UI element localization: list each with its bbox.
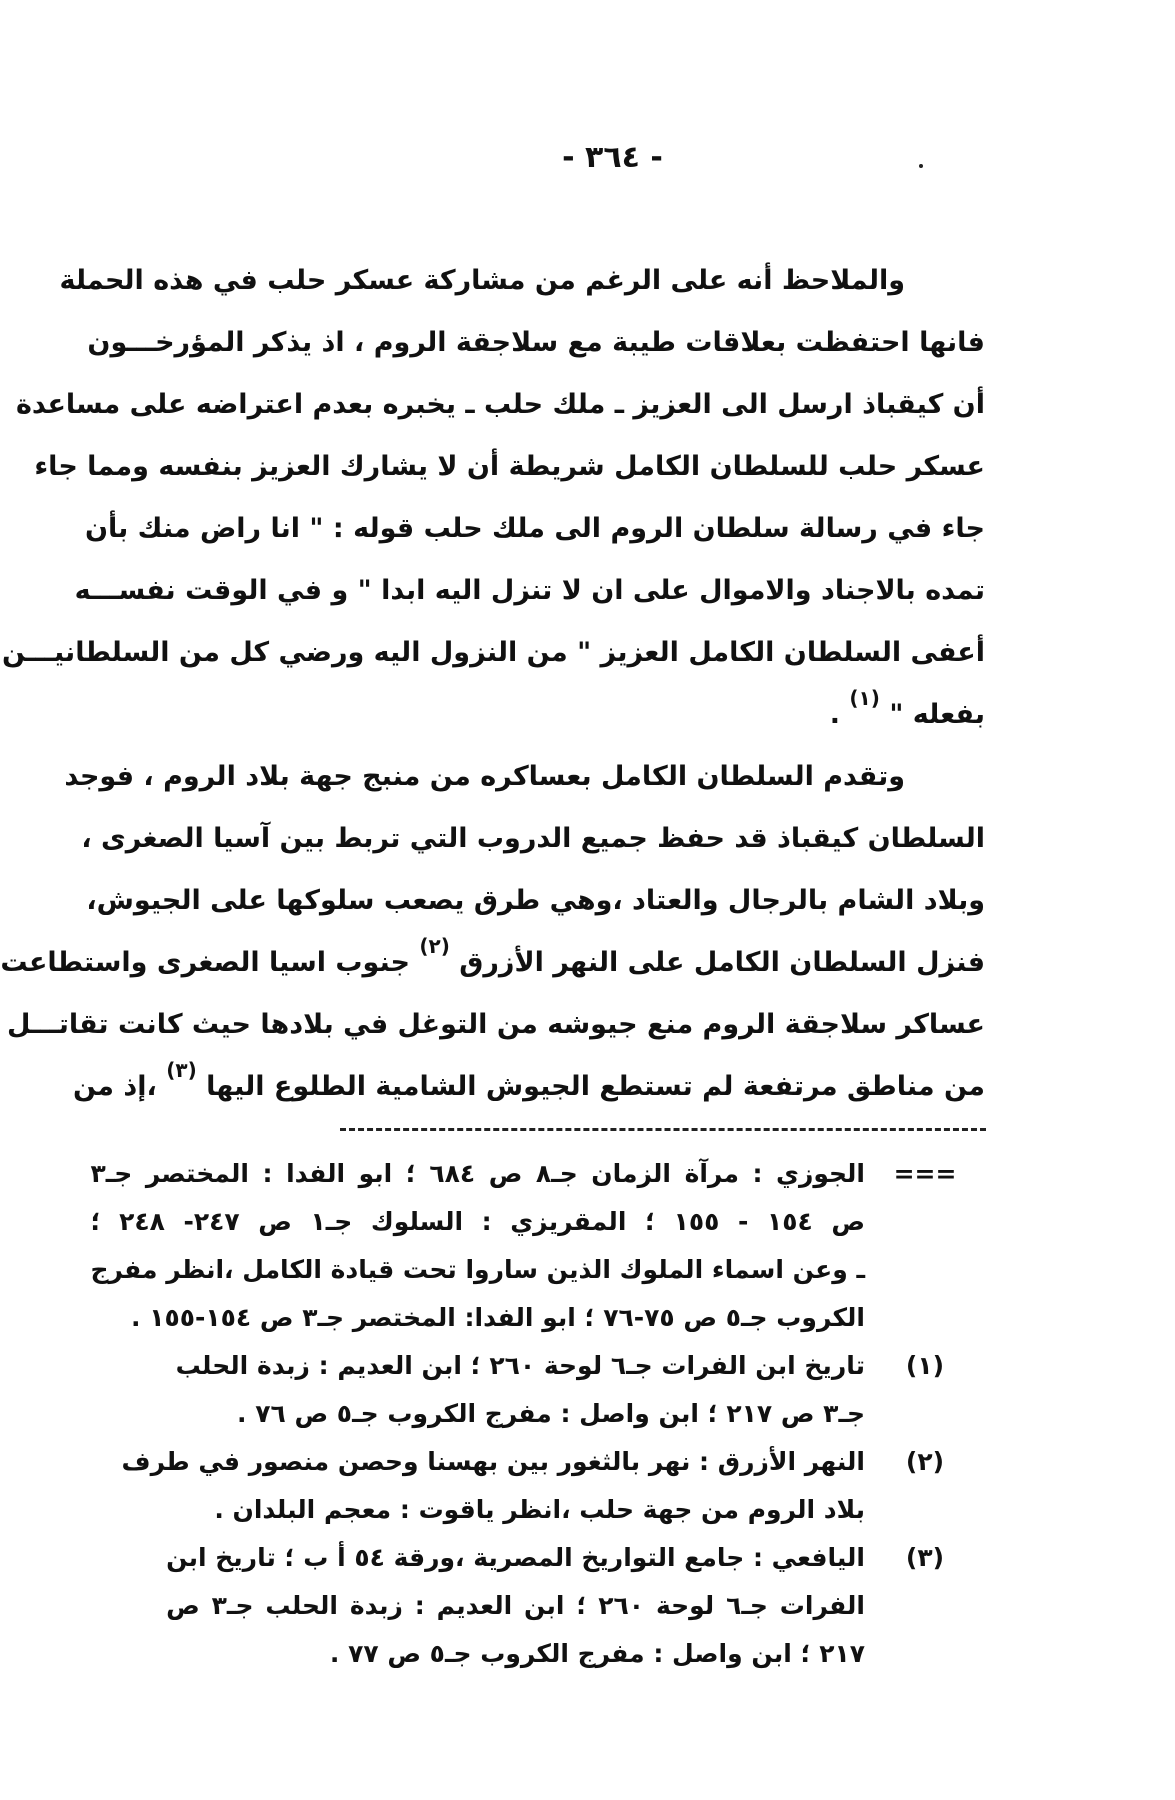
period: . <box>829 699 840 730</box>
footnote-marker: === <box>893 1159 957 1188</box>
text-fragment: جنوب اسيا الصغرى واستطاعت <box>0 947 410 978</box>
text-line: عسكر حلب للسلطان الكامل شريطة أن لا يشارك العزيز بنفسه ومما جاء <box>34 451 985 482</box>
footnote-line: الفرات جـ٦ لوحة ٢٦٠ ؛ ابن العديم : زبدة الحلب جـ٣ ص <box>166 1591 866 1620</box>
text-line: تمده بالاجناد والاموال على ان لا تنزل اليه ابدا " و في الوقت نفســـه <box>74 575 985 606</box>
text-fragment: من مناطق مرتفعة لم تستطع الجيوش الشامية الطلوع اليها <box>206 1071 985 1102</box>
text-line: جاء في رسالة سلطان الروم الى ملك حلب قوله : " انا راض منك بأن <box>84 513 985 544</box>
footnote <box>121 1438 985 1534</box>
footnote <box>166 1534 985 1678</box>
text-line: السلطان كيقباذ قد حفظ جميع الدروب التي تربط بين آسيا الصغرى ، <box>81 823 985 854</box>
text-line: والملاحظ أنه على الرغم من مشاركة عسكر حلب في هذه الحملة <box>59 265 905 296</box>
text-line: عساكر سلاجقة الروم منع جيوشه من التوغل في بلادها حيث كانت تقاتـــل <box>6 1009 985 1040</box>
footnote-line: ـ وعن اسماء الملوك الذين ساروا تحت قيادة الكامل ،انظر مفرج <box>90 1255 865 1284</box>
text-fragment: بفعله " <box>889 699 985 730</box>
text-fragment: فنزل السلطان الكامل على النهر الأزرق <box>459 947 985 978</box>
text-fragment: ،إذ من <box>73 1071 157 1102</box>
text-line: وبلاد الشام بالرجال والعتاد ،وهي طرق يصعب سلوكها على الجيوش، <box>86 885 985 916</box>
main-text <box>0 250 985 1118</box>
footnote-marker: (٣) <box>905 1543 945 1572</box>
footnote-line: ٢١٧ ؛ ابن واصل : مفرج الكروب جـ٥ ص ٧٧ . <box>329 1639 865 1668</box>
footnote <box>175 1342 985 1438</box>
footnote-separator <box>340 1128 986 1131</box>
text-line: وتقدم السلطان الكامل بعساكره من منبج جهة بلاد الروم ، فوجد <box>64 761 905 792</box>
footnote-marker: (١) <box>905 1351 945 1380</box>
footnote-line: جـ٣ ص ٢١٧ ؛ ابن واصل : مفرج الكروب جـ٥ ص ٧٦ . <box>237 1399 865 1428</box>
footnote-line: النهر الأزرق : نهر بالثغور بين بهسنا وحصن منصور في طرف <box>121 1447 865 1476</box>
footnote-line: تاريخ ابن الفرات جـ٦ لوحة ٢٦٠ ؛ ابن العديم : زبدة الحلب <box>175 1351 865 1380</box>
footnote-ref: (٢) <box>419 934 450 958</box>
footnote-line: بلاد الروم من جهة حلب ،انظر ياقوت : معجم البلدان . <box>214 1495 865 1524</box>
footnote-ref: (١) <box>849 686 880 710</box>
footnote-ref: (٣) <box>166 1058 197 1082</box>
footnote-line: الجوزي : مرآة الزمان جـ٨ ص ٦٨٤ ؛ ابو الفدا : المختصر جـ٣ <box>90 1159 865 1188</box>
footnote-line: الكروب جـ٥ ص ٧٥-٧٦ ؛ ابو الفدا: المختصر جـ٣ ص ١٥٤-١٥٥ . <box>130 1303 865 1332</box>
footnote <box>90 1150 985 1342</box>
footnote-line: ص ١٥٤ - ١٥٥ ؛ المقريزي : السلوك جـ١ ص ٢٤٧- ٢٤٨ ؛ <box>90 1207 865 1236</box>
stray-mark <box>919 164 923 168</box>
footnotes <box>90 1150 985 1678</box>
text-line: أعفى السلطان الكامل العزيز " من النزول اليه ورضي كل من السلطانيـــن <box>2 637 985 668</box>
page-number: - ٣٦٤ - <box>562 140 663 175</box>
text-line <box>205 684 985 746</box>
text-line <box>0 932 985 994</box>
text-line: فانها احتفظت بعلاقات طيبة مع سلاجقة الروم ، اذ يذكر المؤرخـــون <box>87 327 985 358</box>
footnote-line: اليافعي : جامع التواريخ المصرية ،ورقة ٥٤ أ ب ؛ تاريخ ابن <box>166 1543 865 1572</box>
text-line: أن كيقباذ ارسل الى العزيز ـ ملك حلب ـ يخبره بعدم اعتراضه على مساعدة <box>15 389 985 420</box>
text-line <box>73 1056 985 1118</box>
footnote-marker: (٢) <box>905 1447 945 1476</box>
